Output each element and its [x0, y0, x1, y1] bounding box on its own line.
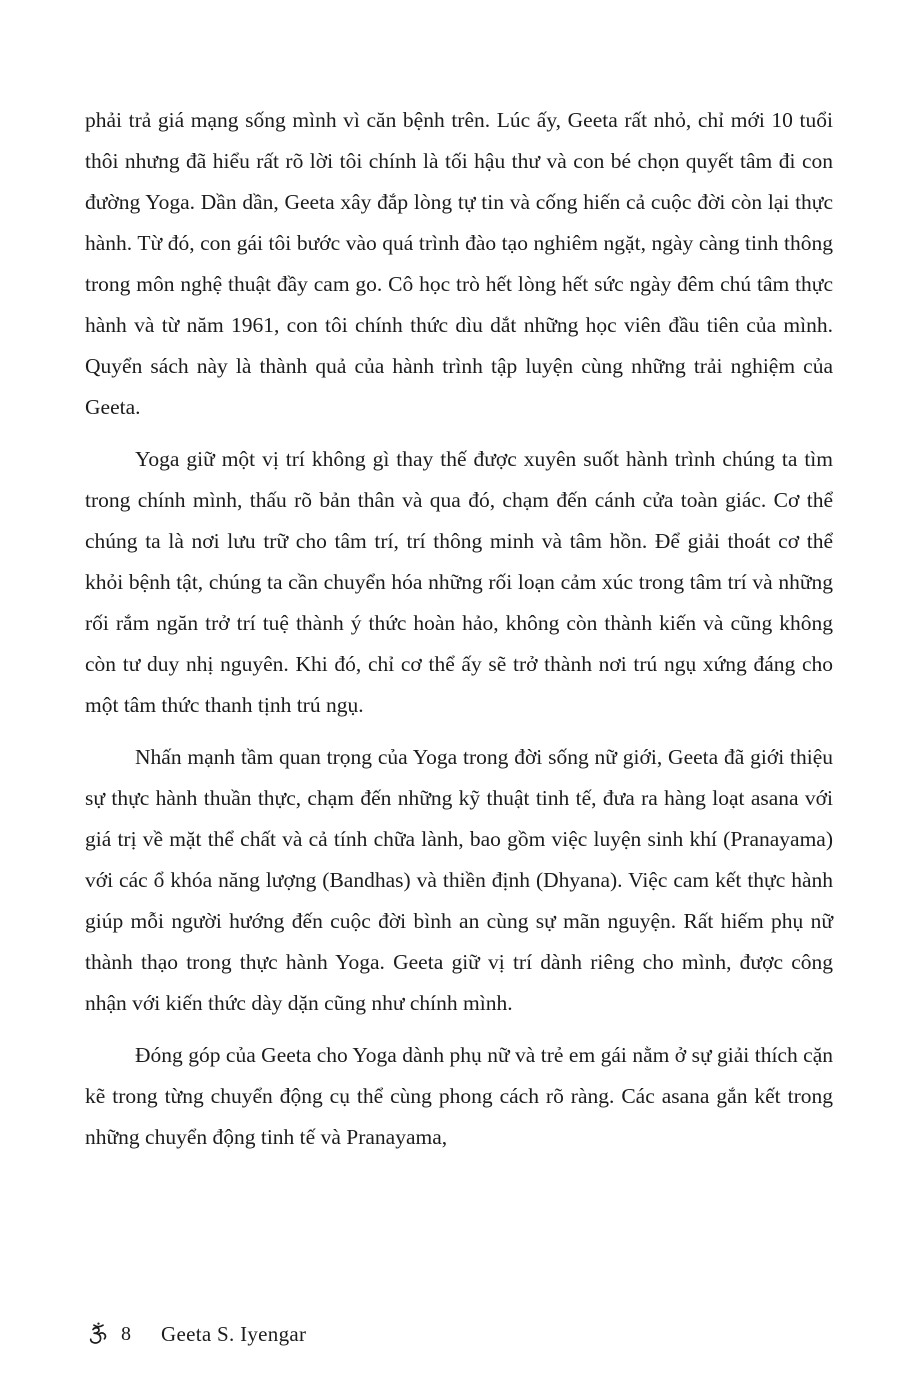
page-number: 8	[121, 1322, 131, 1345]
paragraph: Yoga giữ một vị trí không gì thay thế được xuyên suốt hành trình chúng ta tìm trong chính mình, thấu rõ bản thân và qua đó, chạm đến cánh cửa toàn giác. Cơ thể chúng ta là nơi lưu trữ cho tâm trí, trí thông minh và tâm hồn. Để giải thoát cơ thể khỏi bệnh tật, chúng ta cần chuyển hóa những rối loạn cảm xúc trong tâm trí và những rối rắm ngăn trở trí tuệ thành ý thức hoàn hảo, không còn thành kiến và cũng không còn tư duy nhị nguyên. Khi đó, chỉ cơ thể ấy sẽ trở thành nơi trú ngụ xứng đáng cho một tâm thức thanh tịnh trú ngụ.	[85, 447, 833, 717]
paragraph: Đóng góp của Geeta cho Yoga dành phụ nữ và trẻ em gái nằm ở sự giải thích cặn kẽ trong từng chuyển động cụ thể cùng phong cách rõ ràng. Các asana gắn kết trong những chuyển động tinh tế và Pranayama,	[85, 1043, 833, 1149]
paragraph: phải trả giá mạng sống mình vì căn bệnh trên. Lúc ấy, Geeta rất nhỏ, chỉ mới 10 tuổi thôi nhưng đã hiểu rất rõ lời tôi chính là tối hậu thư và con bé chọn quyết tâm đi con đường Yoga. Dần dần, Geeta xây đắp lòng tự tin và cống hiến cả cuộc đời còn lại thực hành. Từ đó, con gái tôi bước vào quá trình đào tạo nghiêm ngặt, ngày càng tinh thông trong môn nghệ thuật đầy cam go. Cô học trò hết lòng hết sức ngày đêm chú tâm thực hành và từ năm 1961, con tôi chính thức dìu dắt những học viên đầu tiên của mình. Quyển sách này là thành quả của hành trình tập luyện cùng những trải nghiệm của Geeta.	[85, 108, 833, 419]
running-title: Geeta S. Iyengar	[161, 1321, 307, 1346]
om-icon	[85, 1321, 111, 1347]
page-footer	[85, 1321, 306, 1347]
paragraph: Nhấn mạnh tầm quan trọng của Yoga trong đời sống nữ giới, Geeta đã giới thiệu sự thực hành thuần thực, chạm đến những kỹ thuật tinh tế, đưa ra hàng loạt asana với giá trị về mặt thể chất và cả tính chữa lành, bao gồm việc luyện sinh khí (Pranayama) với các ổ khóa năng lượng (Bandhas) và thiền định (Dhyana). Việc cam kết thực hành giúp mỗi người hướng đến cuộc đời bình an cùng sự mãn nguyện. Rất hiếm phụ nữ thành thạo trong thực hành Yoga. Geeta giữ vị trí dành riêng cho mình, được công nhận với kiến thức dày dặn cũng như chính mình.	[85, 745, 833, 1015]
body-text	[85, 100, 833, 1169]
